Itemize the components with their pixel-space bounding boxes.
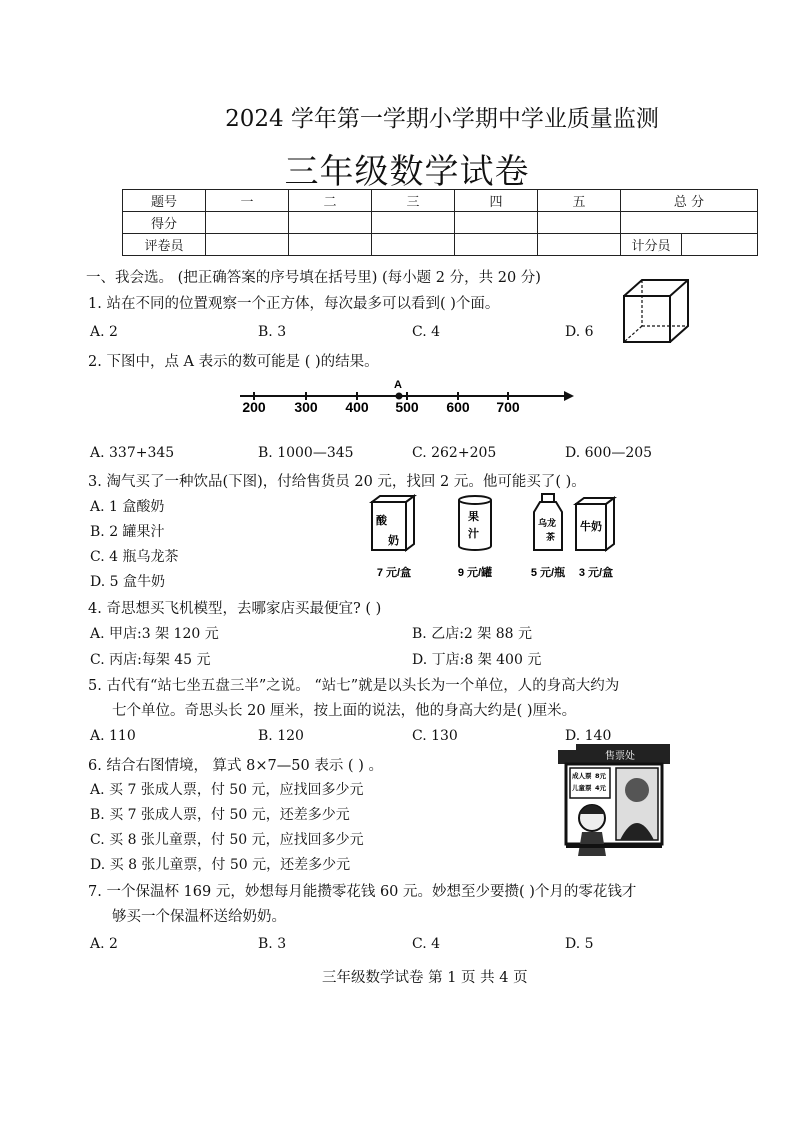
q7-option-c: C. 4 [412,936,441,952]
tick-label: 700 [496,399,520,415]
score-table [122,189,758,256]
child-ticket-label: 儿童票 [572,784,592,792]
grader-cell[interactable] [289,234,372,256]
question-2: 2. 下图中，点 A 表示的数可能是 ( )的结果。 [88,354,379,370]
number-line [236,380,576,420]
exam-subtitle: 2024 学年第一学期小学期中学业质量监测 [225,106,659,132]
q1-option-c: C. 4 [412,324,441,340]
drink-label-juice: 果 [468,510,479,523]
q5-option-d: D. 140 [565,728,612,744]
score-table-score-row [123,212,758,234]
score-table-grader-row [123,234,758,256]
q4-option-d: D. 丁店:8 架 400 元 [412,652,542,668]
tick-label: 300 [294,399,318,415]
point-a-label: A [394,380,402,391]
q2-option-a: A. 337+345 [90,445,175,461]
cell-grader-label: 评卷员 [123,234,206,256]
drink-price: 3 元/盒 [578,567,614,579]
question-7-line2: 够买一个保温杯送给奶奶。 [112,909,286,925]
q1-option-b: B. 3 [258,324,287,340]
q2-option-d: D. 600—205 [565,445,653,461]
svg-text:汁: 汁 [468,527,479,540]
ticket-booth-figure [556,744,672,864]
cell-section-3: 三 [372,190,455,212]
q1-option-a: A. 2 [90,324,118,340]
cell-section-4: 四 [455,190,538,212]
q1-option-d: D. 6 [565,324,594,340]
question-1: 1. 站在不同的位置观察一个正方体，每次最多可以看到( )个面。 [88,296,500,312]
svg-text:奶: 奶 [388,534,399,547]
q6-option-a: A. 买 7 张成人票，付 50 元，应找回多少元 [90,782,364,798]
grader-cell[interactable] [372,234,455,256]
cell-section-2: 二 [289,190,372,212]
cube-figure [618,276,694,348]
q3-option-d: D. 5 盒牛奶 [90,574,165,590]
cell-section-1: 一 [206,190,289,212]
q2-option-c: C. 262+205 [412,445,497,461]
q3-option-c: C. 4 瓶乌龙茶 [90,549,179,565]
q6-option-d: D. 买 8 张儿童票，付 50 元，还差多少元 [90,857,351,873]
question-7-line1: 7. 一个保温杯 169 元，妙想每月能攒零花钱 60 元。妙想至少要攒( )个月的零花钱才 [88,884,637,900]
adult-ticket-price: 8元 [595,772,607,780]
q5-option-c: C. 130 [412,728,458,744]
question-6: 6. 结合右图情境， 算式 8×7—50 表示 ( ) 。 [88,758,383,774]
total-score-cell[interactable] [621,212,758,234]
drink-label-oolong: 乌龙 [538,519,557,529]
scorer-cell[interactable] [682,234,758,256]
score-cell[interactable] [372,212,455,234]
cell-section-5: 五 [538,190,621,212]
q5-option-b: B. 120 [258,728,304,744]
drink-price: 7 元/盒 [376,567,412,579]
q3-option-b: B. 2 罐果汁 [90,524,165,540]
drink-price: 9 元/罐 [457,567,493,579]
q6-option-b: B. 买 7 张成人票，付 50 元，还差多少元 [90,807,350,823]
drink-label-milk: 牛奶 [580,520,602,533]
adult-ticket-label: 成人票 [572,772,592,780]
q2-option-b: B. 1000—345 [258,445,354,461]
question-5-line1: 5. 古代有“站七坐五盘三半”之说。 “站七”就是以头长为一个单位，人的身高大约为 [88,678,620,694]
score-cell[interactable] [538,212,621,234]
score-table-header-row [123,190,758,212]
q7-option-d: D. 5 [565,936,594,952]
cell-scorer-label: 计分员 [621,234,682,256]
cell-total: 总 分 [621,190,758,212]
q4-option-a: A. 甲店:3 架 120 元 [90,626,219,642]
score-cell[interactable] [206,212,289,234]
child-ticket-price: 4元 [595,784,607,792]
drinks-figure [360,490,640,582]
grader-cell[interactable] [538,234,621,256]
cell-question-no: 题号 [123,190,206,212]
drink-label-yogurt: 酸 [376,514,387,527]
question-3: 3. 淘气买了一种饮品(下图)，付给售货员 20 元，找回 2 元。他可能买了( )。 [88,474,586,490]
score-cell[interactable] [289,212,372,234]
q4-option-b: B. 乙店:2 架 88 元 [412,626,532,642]
grader-cell[interactable] [455,234,538,256]
question-5-line2: 七个单位。奇思头长 20 厘米，按上面的说法，他的身高大约是( )厘米。 [112,703,577,719]
drink-price: 5 元/瓶 [530,567,566,579]
q7-option-b: B. 3 [258,936,287,952]
q7-option-a: A. 2 [90,936,118,952]
q6-option-c: C. 买 8 张儿童票，付 50 元，应找回多少元 [90,832,364,848]
tick-label: 600 [446,399,470,415]
question-4: 4. 奇思想买飞机模型，去哪家店买最便宜? ( ) [88,601,382,617]
tick-label: 400 [345,399,369,415]
cell-score-label: 得分 [123,212,206,234]
exam-title: 三年级数学试卷 [284,152,530,192]
score-cell[interactable] [455,212,538,234]
section-heading: 一、我会选。 (把正确答案的序号填在括号里) (每小题 2 分，共 20 分) [86,270,541,286]
svg-text:茶: 茶 [546,533,556,543]
q3-option-a: A. 1 盒酸奶 [90,499,165,515]
q5-option-a: A. 110 [90,728,136,744]
booth-sign: 售票处 [605,751,635,762]
tick-label: 200 [242,399,266,415]
page-footer: 三年级数学试卷 第 1 页 共 4 页 [322,970,528,986]
grader-cell[interactable] [206,234,289,256]
tick-label: 500 [395,399,419,415]
q4-option-c: C. 丙店:每架 45 元 [90,652,211,668]
